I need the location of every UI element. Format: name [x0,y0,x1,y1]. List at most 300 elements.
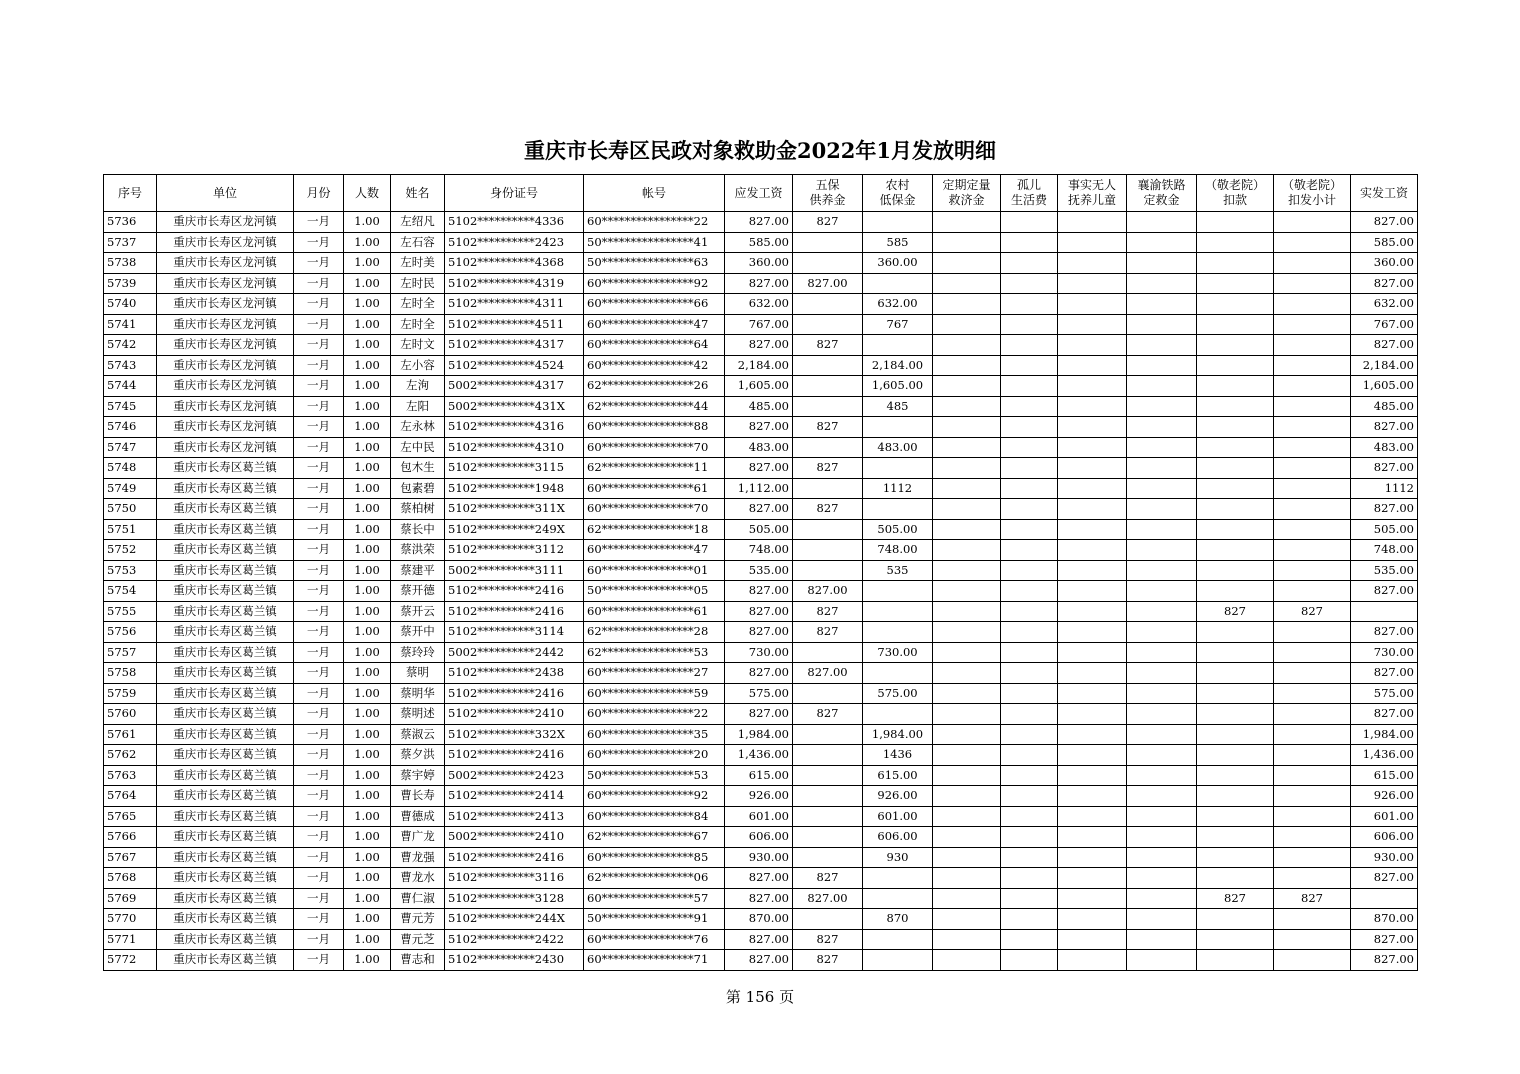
cell-railway-relief [1127,806,1197,827]
cell-rural-subsistence [863,704,933,725]
cell-unit: 重庆市长寿区葛兰镇 [157,868,294,889]
cell-month: 一月 [294,417,344,438]
cell-rural-subsistence: 575.00 [863,683,933,704]
column-header-line: 救济金 [948,193,985,207]
cell-month: 一月 [294,519,344,540]
cell-rural-subsistence: 483.00 [863,437,933,458]
cell-month: 一月 [294,396,344,417]
cell-fixed-relief [933,273,1001,294]
cell-nursing-home-subtotal [1274,396,1351,417]
cell-nursing-home-deduction [1197,806,1274,827]
cell-rural-subsistence [863,212,933,233]
cell-count: 1.00 [344,253,391,274]
cell-fixed-relief [933,765,1001,786]
cell-actual-pay: 870.00 [1351,909,1418,930]
cell-five-guarantee [793,376,863,397]
cell-orphan-allowance [1001,642,1058,663]
cell-orphan-allowance [1001,335,1058,356]
cell-name: 包素碧 [391,478,445,499]
cell-payable: 601.00 [725,806,793,827]
cell-rural-subsistence [863,601,933,622]
cell-actual-pay: 2,184.00 [1351,355,1418,376]
cell-five-guarantee [793,827,863,848]
cell-name: 蔡长中 [391,519,445,540]
cell-nursing-home-deduction [1197,581,1274,602]
cell-unsupported-child [1058,786,1127,807]
cell-orphan-allowance [1001,806,1058,827]
cell-month: 一月 [294,909,344,930]
cell-nursing-home-deduction [1197,827,1274,848]
cell-payable: 827.00 [725,950,793,971]
column-header-line: 襄渝铁路 [1137,178,1186,192]
cell-account: 62****************26 [584,376,725,397]
cell-account: 60****************35 [584,724,725,745]
cell-rural-subsistence: 606.00 [863,827,933,848]
cell-month: 一月 [294,950,344,971]
cell-id-number: 5002**********2410 [445,827,584,848]
cell-nursing-home-deduction [1197,642,1274,663]
cell-month: 一月 [294,273,344,294]
cell-fixed-relief [933,560,1001,581]
cell-payable: 827.00 [725,458,793,479]
cell-payable: 483.00 [725,437,793,458]
cell-unit: 重庆市长寿区葛兰镇 [157,683,294,704]
cell-orphan-allowance [1001,294,1058,315]
cell-count: 1.00 [344,458,391,479]
column-header [584,175,725,212]
cell-id-number: 5102**********1948 [445,478,584,499]
cell-count: 1.00 [344,232,391,253]
table-row [104,642,1418,663]
cell-railway-relief [1127,314,1197,335]
cell-account: 62****************28 [584,622,725,643]
cell-orphan-allowance [1001,950,1058,971]
cell-nursing-home-subtotal [1274,663,1351,684]
column-header-line: 扣款 [1222,193,1247,207]
cell-rural-subsistence: 926.00 [863,786,933,807]
cell-payable: 827.00 [725,212,793,233]
cell-index: 5762 [104,745,157,766]
cell-nursing-home-subtotal [1274,417,1351,438]
cell-name: 蔡玲玲 [391,642,445,663]
cell-nursing-home-subtotal [1274,335,1351,356]
cell-actual-pay: 483.00 [1351,437,1418,458]
cell-fixed-relief [933,540,1001,561]
cell-account: 60****************84 [584,806,725,827]
cell-orphan-allowance [1001,273,1058,294]
cell-railway-relief [1127,232,1197,253]
cell-unit: 重庆市长寿区葛兰镇 [157,888,294,909]
cell-account: 60****************20 [584,745,725,766]
cell-count: 1.00 [344,355,391,376]
cell-count: 1.00 [344,622,391,643]
cell-count: 1.00 [344,888,391,909]
cell-id-number: 5102**********4368 [445,253,584,274]
cell-unsupported-child [1058,806,1127,827]
column-header [1197,175,1274,212]
cell-name: 左小容 [391,355,445,376]
cell-index: 5763 [104,765,157,786]
cell-unsupported-child [1058,683,1127,704]
cell-month: 一月 [294,232,344,253]
cell-month: 一月 [294,765,344,786]
cell-nursing-home-subtotal [1274,847,1351,868]
table-row [104,683,1418,704]
cell-actual-pay: 827.00 [1351,458,1418,479]
cell-nursing-home-subtotal [1274,581,1351,602]
cell-id-number: 5102**********332X [445,724,584,745]
cell-id-number: 5102**********3115 [445,458,584,479]
cell-payable: 360.00 [725,253,793,274]
cell-name: 曹仁淑 [391,888,445,909]
table-header-row [104,175,1418,212]
cell-five-guarantee [793,478,863,499]
cell-month: 一月 [294,868,344,889]
cell-fixed-relief [933,786,1001,807]
cell-nursing-home-deduction [1197,232,1274,253]
cell-index: 5770 [104,909,157,930]
cell-orphan-allowance [1001,253,1058,274]
cell-actual-pay: 1,436.00 [1351,745,1418,766]
cell-nursing-home-subtotal [1274,622,1351,643]
table-row [104,212,1418,233]
cell-actual-pay [1351,601,1418,622]
cell-unit: 重庆市长寿区葛兰镇 [157,519,294,540]
cell-payable: 485.00 [725,396,793,417]
cell-rural-subsistence [863,888,933,909]
cell-id-number: 5002**********431X [445,396,584,417]
cell-fixed-relief [933,909,1001,930]
cell-nursing-home-subtotal [1274,540,1351,561]
cell-rural-subsistence [863,273,933,294]
cell-count: 1.00 [344,704,391,725]
cell-account: 50****************41 [584,232,725,253]
cell-payable: 827.00 [725,929,793,950]
cell-id-number: 5002**********3111 [445,560,584,581]
cell-actual-pay: 827.00 [1351,273,1418,294]
cell-fixed-relief [933,253,1001,274]
cell-nursing-home-deduction [1197,519,1274,540]
column-header [1058,175,1127,212]
table-row [104,909,1418,930]
cell-index: 5754 [104,581,157,602]
cell-nursing-home-subtotal [1274,642,1351,663]
cell-orphan-allowance [1001,417,1058,438]
cell-payable: 730.00 [725,642,793,663]
cell-rural-subsistence: 1436 [863,745,933,766]
cell-railway-relief [1127,950,1197,971]
cell-count: 1.00 [344,376,391,397]
cell-index: 5759 [104,683,157,704]
cell-actual-pay: 606.00 [1351,827,1418,848]
cell-fixed-relief [933,642,1001,663]
cell-count: 1.00 [344,765,391,786]
cell-id-number: 5102**********2422 [445,929,584,950]
cell-five-guarantee [793,519,863,540]
cell-rural-subsistence: 615.00 [863,765,933,786]
cell-month: 一月 [294,376,344,397]
cell-railway-relief [1127,458,1197,479]
cell-index: 5760 [104,704,157,725]
cell-unit: 重庆市长寿区葛兰镇 [157,704,294,725]
column-header-line: 事实无人 [1067,178,1116,192]
cell-actual-pay: 827.00 [1351,663,1418,684]
cell-rural-subsistence: 585 [863,232,933,253]
cell-nursing-home-subtotal [1274,499,1351,520]
cell-name: 包木生 [391,458,445,479]
cell-rural-subsistence [863,458,933,479]
column-header-line: 单位 [212,185,237,200]
cell-rural-subsistence: 748.00 [863,540,933,561]
table-row [104,868,1418,889]
cell-five-guarantee: 827.00 [793,888,863,909]
cell-rural-subsistence [863,417,933,438]
cell-count: 1.00 [344,663,391,684]
cell-fixed-relief [933,355,1001,376]
cell-unit: 重庆市长寿区葛兰镇 [157,560,294,581]
cell-account: 62****************11 [584,458,725,479]
cell-fixed-relief [933,868,1001,889]
cell-fixed-relief [933,335,1001,356]
cell-orphan-allowance [1001,499,1058,520]
cell-unsupported-child [1058,888,1127,909]
cell-name: 左绍凡 [391,212,445,233]
cell-unsupported-child [1058,478,1127,499]
cell-payable: 632.00 [725,294,793,315]
cell-payable: 870.00 [725,909,793,930]
column-header-line: 身份证号 [489,185,538,200]
cell-name: 蔡宇婷 [391,765,445,786]
cell-rural-subsistence [863,499,933,520]
cell-five-guarantee [793,253,863,274]
table-row [104,806,1418,827]
cell-id-number: 5102**********311X [445,499,584,520]
cell-unsupported-child [1058,704,1127,725]
cell-count: 1.00 [344,950,391,971]
column-header-line: 定救金 [1143,193,1180,207]
cell-unsupported-child [1058,581,1127,602]
cell-nursing-home-subtotal [1274,253,1351,274]
cell-unit: 重庆市长寿区葛兰镇 [157,478,294,499]
cell-actual-pay: 585.00 [1351,232,1418,253]
cell-fixed-relief [933,745,1001,766]
cell-unit: 重庆市长寿区葛兰镇 [157,663,294,684]
column-header-line: 抚养儿童 [1067,193,1116,207]
cell-name: 左阳 [391,396,445,417]
cell-month: 一月 [294,355,344,376]
cell-fixed-relief [933,437,1001,458]
cell-rural-subsistence: 360.00 [863,253,933,274]
cell-payable: 930.00 [725,847,793,868]
cell-unsupported-child [1058,499,1127,520]
cell-nursing-home-deduction [1197,929,1274,950]
cell-index: 5772 [104,950,157,971]
cell-actual-pay: 827.00 [1351,950,1418,971]
cell-id-number: 5102**********4316 [445,417,584,438]
cell-month: 一月 [294,601,344,622]
cell-unsupported-child [1058,232,1127,253]
cell-nursing-home-deduction [1197,355,1274,376]
cell-fixed-relief [933,827,1001,848]
cell-payable: 827.00 [725,663,793,684]
cell-fixed-relief [933,950,1001,971]
cell-orphan-allowance [1001,314,1058,335]
cell-nursing-home-subtotal [1274,273,1351,294]
cell-orphan-allowance [1001,868,1058,889]
cell-fixed-relief [933,724,1001,745]
cell-orphan-allowance [1001,232,1058,253]
cell-account: 60****************66 [584,294,725,315]
cell-index: 5740 [104,294,157,315]
cell-account: 62****************53 [584,642,725,663]
cell-rural-subsistence: 601.00 [863,806,933,827]
cell-railway-relief [1127,847,1197,868]
cell-nursing-home-deduction [1197,765,1274,786]
cell-count: 1.00 [344,642,391,663]
cell-month: 一月 [294,294,344,315]
column-header-line: 月份 [306,185,331,200]
cell-railway-relief [1127,560,1197,581]
cell-nursing-home-subtotal [1274,827,1351,848]
cell-nursing-home-deduction [1197,417,1274,438]
cell-id-number: 5102**********2410 [445,704,584,725]
cell-unsupported-child [1058,540,1127,561]
cell-railway-relief [1127,355,1197,376]
cell-five-guarantee [793,642,863,663]
cell-id-number: 5102**********4310 [445,437,584,458]
cell-fixed-relief [933,396,1001,417]
cell-nursing-home-subtotal [1274,376,1351,397]
cell-unit: 重庆市长寿区葛兰镇 [157,806,294,827]
table-row [104,437,1418,458]
cell-payable: 926.00 [725,786,793,807]
cell-railway-relief [1127,212,1197,233]
cell-unsupported-child [1058,622,1127,643]
cell-nursing-home-subtotal [1274,868,1351,889]
cell-month: 一月 [294,827,344,848]
cell-five-guarantee [793,724,863,745]
cell-payable: 827.00 [725,601,793,622]
cell-month: 一月 [294,499,344,520]
cell-nursing-home-deduction [1197,786,1274,807]
cell-unsupported-child [1058,847,1127,868]
cell-name: 蔡开德 [391,581,445,602]
cell-orphan-allowance [1001,888,1058,909]
cell-rural-subsistence [863,335,933,356]
cell-payable: 575.00 [725,683,793,704]
column-header-line: 序号 [117,185,142,200]
cell-name: 蔡洪荣 [391,540,445,561]
cell-count: 1.00 [344,417,391,438]
cell-five-guarantee [793,847,863,868]
cell-unsupported-child [1058,396,1127,417]
table-row [104,929,1418,950]
cell-fixed-relief [933,581,1001,602]
column-header [104,175,157,212]
cell-name: 左中民 [391,437,445,458]
cell-id-number: 5102**********2416 [445,683,584,704]
cell-orphan-allowance [1001,663,1058,684]
cell-name: 左时美 [391,253,445,274]
cell-id-number: 5102**********4319 [445,273,584,294]
cell-month: 一月 [294,929,344,950]
cell-unit: 重庆市长寿区葛兰镇 [157,622,294,643]
cell-unsupported-child [1058,745,1127,766]
table-row [104,273,1418,294]
cell-name: 曹龙强 [391,847,445,868]
cell-five-guarantee [793,909,863,930]
cell-id-number: 5102**********2423 [445,232,584,253]
cell-fixed-relief [933,417,1001,438]
cell-nursing-home-deduction [1197,294,1274,315]
table-row [104,478,1418,499]
cell-unit: 重庆市长寿区龙河镇 [157,314,294,335]
cell-month: 一月 [294,437,344,458]
cell-index: 5748 [104,458,157,479]
cell-count: 1.00 [344,929,391,950]
cell-five-guarantee [793,765,863,786]
column-header-line: 农村 [885,178,910,192]
cell-unsupported-child [1058,437,1127,458]
cell-railway-relief [1127,786,1197,807]
cell-count: 1.00 [344,478,391,499]
column-header-line: 定期定量 [942,178,991,192]
cell-id-number: 5102**********2430 [445,950,584,971]
cell-payable: 827.00 [725,335,793,356]
column-header-line: 孤儿 [1016,178,1041,192]
cell-name: 蔡明华 [391,683,445,704]
cell-nursing-home-subtotal [1274,929,1351,950]
cell-payable: 606.00 [725,827,793,848]
cell-account: 60****************22 [584,212,725,233]
cell-actual-pay: 730.00 [1351,642,1418,663]
column-header [863,175,933,212]
cell-unit: 重庆市长寿区葛兰镇 [157,499,294,520]
cell-rural-subsistence [863,581,933,602]
cell-actual-pay: 827.00 [1351,929,1418,950]
cell-count: 1.00 [344,847,391,868]
cell-id-number: 5102**********2413 [445,806,584,827]
cell-orphan-allowance [1001,827,1058,848]
column-header [933,175,1001,212]
cell-nursing-home-subtotal [1274,786,1351,807]
cell-index: 5752 [104,540,157,561]
cell-count: 1.00 [344,806,391,827]
cell-index: 5747 [104,437,157,458]
cell-fixed-relief [933,314,1001,335]
cell-id-number: 5102**********3114 [445,622,584,643]
cell-index: 5741 [104,314,157,335]
cell-unsupported-child [1058,314,1127,335]
cell-account: 60****************47 [584,314,725,335]
cell-nursing-home-subtotal [1274,765,1351,786]
cell-name: 曹龙水 [391,868,445,889]
cell-rural-subsistence: 1,984.00 [863,724,933,745]
cell-orphan-allowance [1001,212,1058,233]
cell-nursing-home-deduction [1197,253,1274,274]
cell-actual-pay: 1112 [1351,478,1418,499]
cell-unit: 重庆市长寿区龙河镇 [157,273,294,294]
cell-index: 5765 [104,806,157,827]
cell-railway-relief [1127,601,1197,622]
table-row [104,540,1418,561]
table-row [104,335,1418,356]
cell-railway-relief [1127,417,1197,438]
table-row [104,765,1418,786]
cell-five-guarantee [793,396,863,417]
cell-five-guarantee: 827 [793,929,863,950]
cell-id-number: 5102**********2416 [445,581,584,602]
